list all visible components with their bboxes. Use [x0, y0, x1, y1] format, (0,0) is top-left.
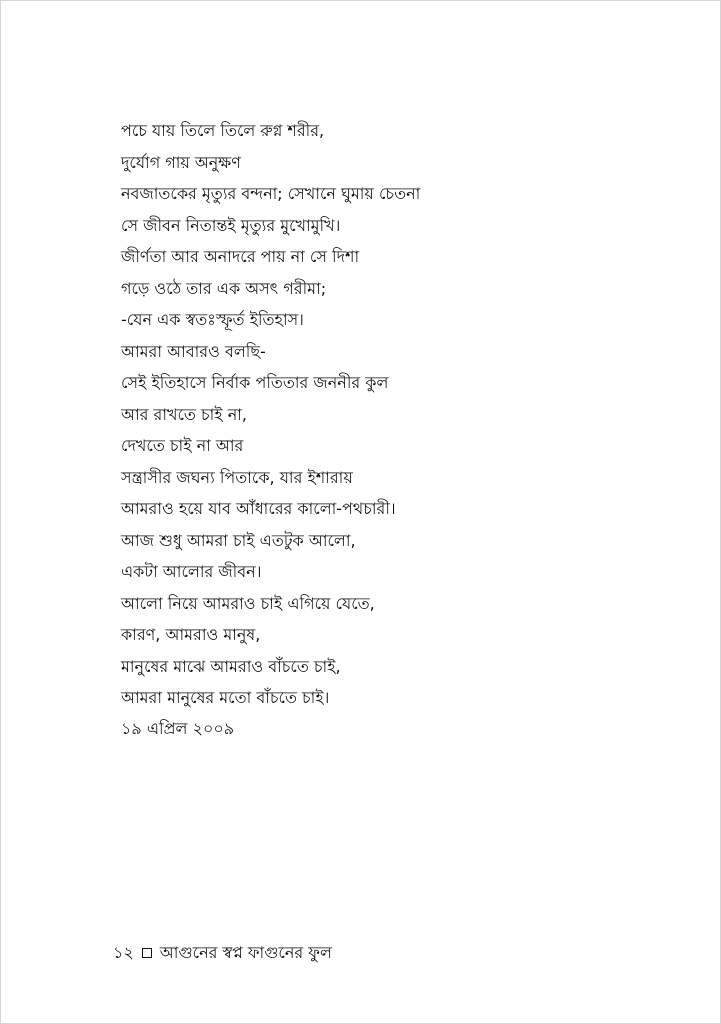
poem-line: নবজাতকের মৃত্যুর বন্দনা; সেখানে ঘুমায় চেতনা [121, 184, 421, 203]
poem-line: সে জীবন নিতান্তই মৃত্যুর মুখোমুখি। [121, 215, 341, 235]
poem-line: আজ শুধু আমরা চাই এতটুক আলো, [121, 530, 356, 550]
poem-line: গড়ে ওঠে তার এক অসৎ গরীমা; [121, 278, 327, 298]
poem-line: আমরাও হয়ে যাব আঁধারের কালো-পথচারী। [121, 499, 396, 518]
page-number: ১২ [113, 943, 134, 962]
poem-line: একটা আলোর জীবন। [121, 562, 262, 581]
poem-line: আর রাখতে চাই না, [121, 404, 247, 424]
poem-line: সন্ত্রাসীর জঘন্য পিতাকে, যার ইশারায় [121, 467, 353, 487]
square-separator-icon [142, 948, 152, 958]
poem-line: -যেন এক স্বতঃস্ফূর্ত ইতিহাস। [121, 310, 304, 329]
poem-line: জীর্ণতা আর অনাদরে পায় না সে দিশা [121, 247, 360, 266]
poem-line: আমরা আবারও বলছি- [121, 341, 266, 361]
poem-line: দুর্যোগ গায় অনুক্ষণ [121, 152, 241, 172]
poem-date: ১৯ এপ্রিল ২০০৯ [121, 719, 235, 738]
poem-line: সেই ইতিহাসে নির্বাক পতিতার জননীর কুল [121, 373, 389, 392]
poem-line: আলো নিয়ে আমরাও চাই এগিয়ে যেতে, [121, 593, 375, 613]
poem-line: কারণ, আমরাও মানুষ, [121, 625, 261, 644]
poem-line: আমরা মানুষের মতো বাঁচতে চাই। [121, 688, 330, 707]
poem-line: পচে যায় তিলে তিলে রুগ্ন শরীর, [121, 121, 325, 140]
page-footer [113, 938, 332, 968]
poem-line: মানুষের মাঝে আমরাও বাঁচতে চাই, [121, 656, 341, 676]
book-title: আগুনের স্বপ্ন ফাগুনের ফুল [159, 943, 332, 962]
poem-line: দেখতে চাই না আর [121, 436, 244, 455]
poem-body [121, 115, 681, 714]
